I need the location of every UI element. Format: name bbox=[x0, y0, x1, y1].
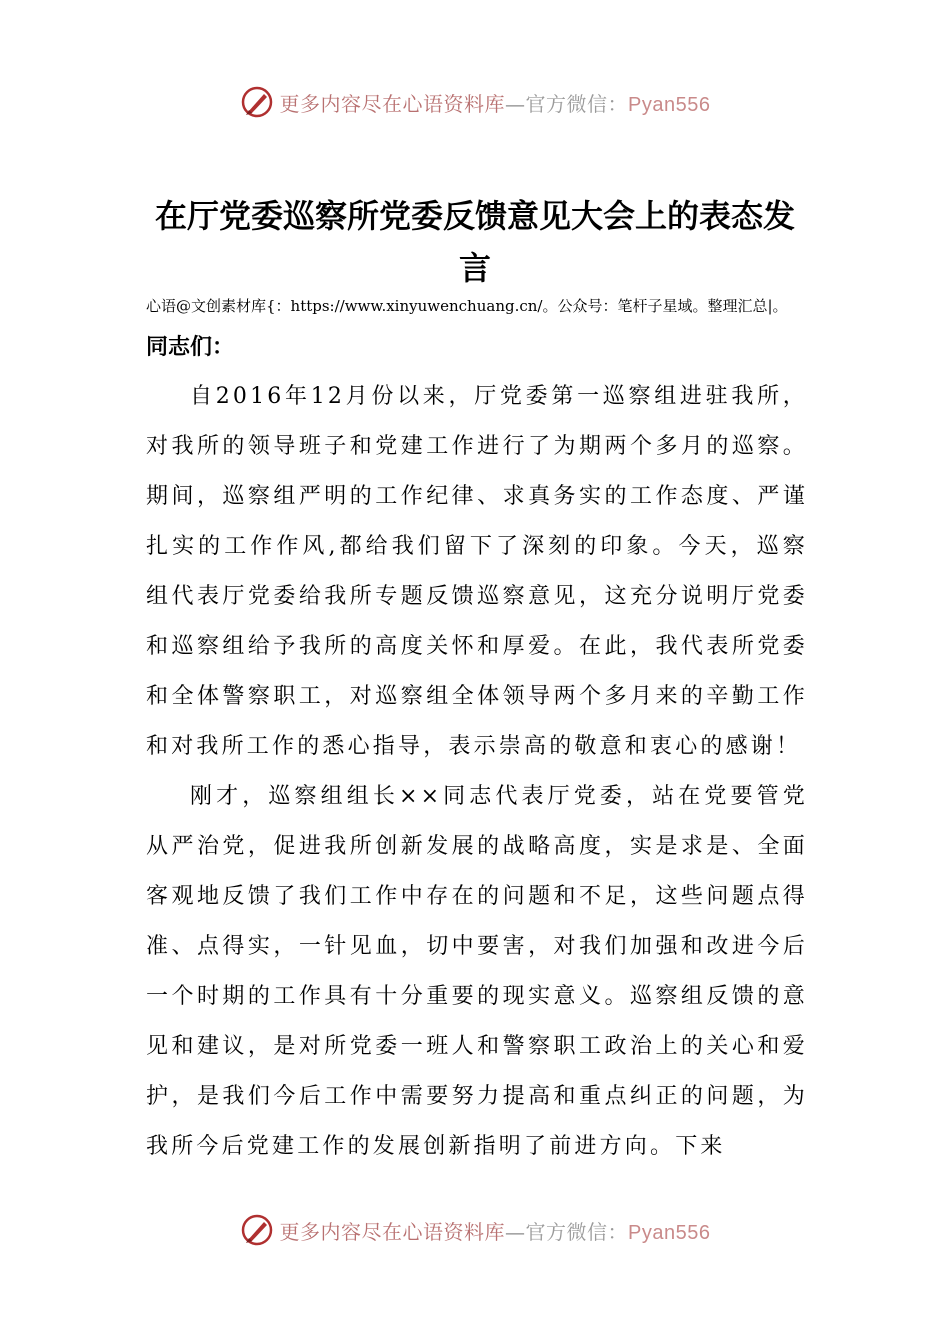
salutation: 同志们： bbox=[146, 335, 235, 360]
body-text bbox=[146, 372, 808, 1172]
paragraph-2: 刚才，巡察组组长××同志代表厅党委，站在党要管党从严治党，促进我所创新发展的战略高度，实是求是、全面客观地反馈了我们工作中存在的问题和不足，这些问题点得准、点得实，一针见血，切中要害，对我们加强和改进今后一个时期的工作具有十分重要的现实意义。巡察组反馈的意见和建议，是对所党委一班人和警察职工政治上的关心和爱护，是我们今后工作中需要努力提高和重点纠正的问题，为我所今后党建工作的发展创新指明了前进方向。下来 bbox=[146, 784, 808, 1159]
pen-circle-logo-icon bbox=[240, 1213, 274, 1247]
document-title: 在厅党委巡察所党委反馈意见大会上的表态发言 bbox=[154, 197, 795, 287]
header-watermark-banner bbox=[0, 82, 950, 122]
pen-circle-logo-icon bbox=[240, 85, 274, 119]
paragraph-1: 自2016年12月份以来，厅党委第一巡察组进驻我所，对我所的领导班子和党建工作进行了为期两个多月的巡察。期间，巡察组严明的工作纪律、求真务实的工作态度、严谨扎实的工作作风,都给我们留下了深刻的印象。今天，巡察组代表厅党委给我所专题反馈巡察意见，这充分说明厅党委和巡察组给予我所的高度关怀和厚爱。在此，我代表所党委和全体警察职工，对巡察组全体领导两个多月来的辛勤工作和对我所工作的悉心指导，表示崇高的敬意和衷心的感谢！ bbox=[146, 384, 808, 759]
banner-text: 更多内容尽在心语资料库—官方微信：Pyan556 bbox=[279, 91, 711, 116]
footer-watermark-banner bbox=[0, 1210, 950, 1250]
banner-text: 更多内容尽在心语资料库—官方微信：Pyan556 bbox=[279, 1219, 711, 1244]
source-note: 心语@文创素材库{：https://www.xinyuwenchuang.cn/。公众号：笔杆子星域。整理汇总|。 bbox=[146, 297, 788, 315]
